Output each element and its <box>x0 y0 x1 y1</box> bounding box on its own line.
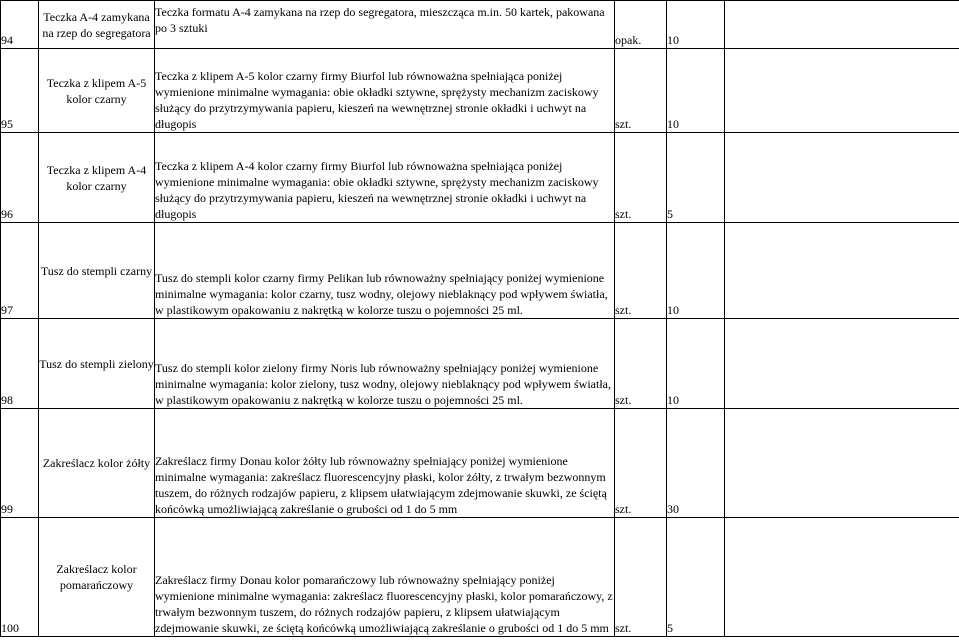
item-name: Zakreślacz kolor żółty <box>39 409 155 518</box>
item-quantity: 30 <box>667 409 725 518</box>
item-description: Teczka z klipem A-5 kolor czarny firmy Biurfol lub równoważna spełniająca poniżej wymienione minimalne wymagania: obie okładki sztywne, sprężysty mechanizm zaciskowy służący do przytrzymywania papieru, kieszeń na wewnętrznej stronie okładki i uchwyt na długopis <box>155 49 615 133</box>
item-name: Teczka A-4 zamykana na rzep do segregatora <box>39 1 155 49</box>
item-name: Tusz do stempli zielony <box>39 319 155 409</box>
row-number: 98 <box>1 319 39 409</box>
row-number: 97 <box>1 223 39 319</box>
item-description: Zakreślacz firmy Donau kolor żółty lub równoważny spełniający poniżej wymienione minimalne wymagania: zakreślacz fluorescencyjny płaski, kolor żółty, z trwałym bezwonnym tuszem, do różnych rodzajów papieru, z klipsem ułatwiającym zdejmowanie skuwki, ze ściętą końcówką umożliwiającą zakreślanie o grubości od 1 do 5 mm <box>155 409 615 518</box>
item-quantity: 10 <box>667 49 725 133</box>
item-name: Zakreślacz kolor pomarańczowy <box>39 518 155 637</box>
empty-cell <box>725 518 959 637</box>
item-quantity: 10 <box>667 319 725 409</box>
item-unit: szt. <box>615 223 667 319</box>
item-description: Teczka formatu A-4 zamykana na rzep do segregatora, mieszcząca m.in. 50 kartek, pakowana po 3 sztuki <box>155 1 615 49</box>
item-quantity: 10 <box>667 223 725 319</box>
item-unit: szt. <box>615 49 667 133</box>
item-description: Tusz do stempli kolor czarny firmy Pelikan lub równoważny spełniający poniżej wymienione minimalne wymagania: kolor czarny, tusz wodny, olejowy nieblaknący pod wpływem światła, w plastikowym opakowaniu z nakrętką w kolorze tuszu o pojemności 25 ml. <box>155 223 615 319</box>
table-row <box>1 49 959 133</box>
table-row <box>1 133 959 223</box>
item-description: Tusz do stempli kolor zielony firmy Noris lub równoważny spełniający poniżej wymienione minimalne wymagania: kolor zielony, tusz wodny, olejowy nieblaknący pod wpływem światła, w plastikowym opakowaniu z nakrętką w kolorze tuszu o pojemności 25 ml. <box>155 319 615 409</box>
item-quantity: 10 <box>667 1 725 49</box>
item-name: Teczka z klipem A-4 kolor czarny <box>39 133 155 223</box>
table-row <box>1 1 959 49</box>
row-number: 94 <box>1 1 39 49</box>
empty-cell <box>725 409 959 518</box>
item-quantity: 5 <box>667 518 725 637</box>
item-unit: szt. <box>615 518 667 637</box>
item-quantity: 5 <box>667 133 725 223</box>
item-name: Tusz do stempli czarny <box>39 223 155 319</box>
item-unit: opak. <box>615 1 667 49</box>
empty-cell <box>725 133 959 223</box>
item-unit: szt. <box>615 133 667 223</box>
empty-cell <box>725 1 959 49</box>
row-number: 95 <box>1 49 39 133</box>
item-description: Teczka z klipem A-4 kolor czarny firmy Biurfol lub równoważna spełniająca poniżej wymienione minimalne wymagania: obie okładki sztywne, sprężysty mechanizm zaciskowy służący do przytrzymywania papieru, kieszeń na wewnętrznej stronie okładki i uchwyt na długopis <box>155 133 615 223</box>
table-row <box>1 409 959 518</box>
item-name: Teczka z klipem A-5 kolor czarny <box>39 49 155 133</box>
empty-cell <box>725 223 959 319</box>
row-number: 100 <box>1 518 39 637</box>
item-unit: szt. <box>615 319 667 409</box>
empty-cell <box>725 319 959 409</box>
row-number: 96 <box>1 133 39 223</box>
table-row <box>1 319 959 409</box>
table-row <box>1 223 959 319</box>
row-number: 99 <box>1 409 39 518</box>
table-row <box>1 518 959 637</box>
item-unit: szt. <box>615 409 667 518</box>
empty-cell <box>725 49 959 133</box>
item-description: Zakreślacz firmy Donau kolor pomarańczowy lub równoważny spełniający poniżej wymienione minimalne wymagania: zakreślacz fluorescencyjny płaski, kolor pomarańczowy, z trwałym bezwonnym tuszem, do różnych rodzajów papieru, z klipsem ułatwiającym zdejmowanie skuwki, ze ściętą końcówką umożliwiającą zakreślanie o grubości od 1 do 5 mm <box>155 518 615 637</box>
